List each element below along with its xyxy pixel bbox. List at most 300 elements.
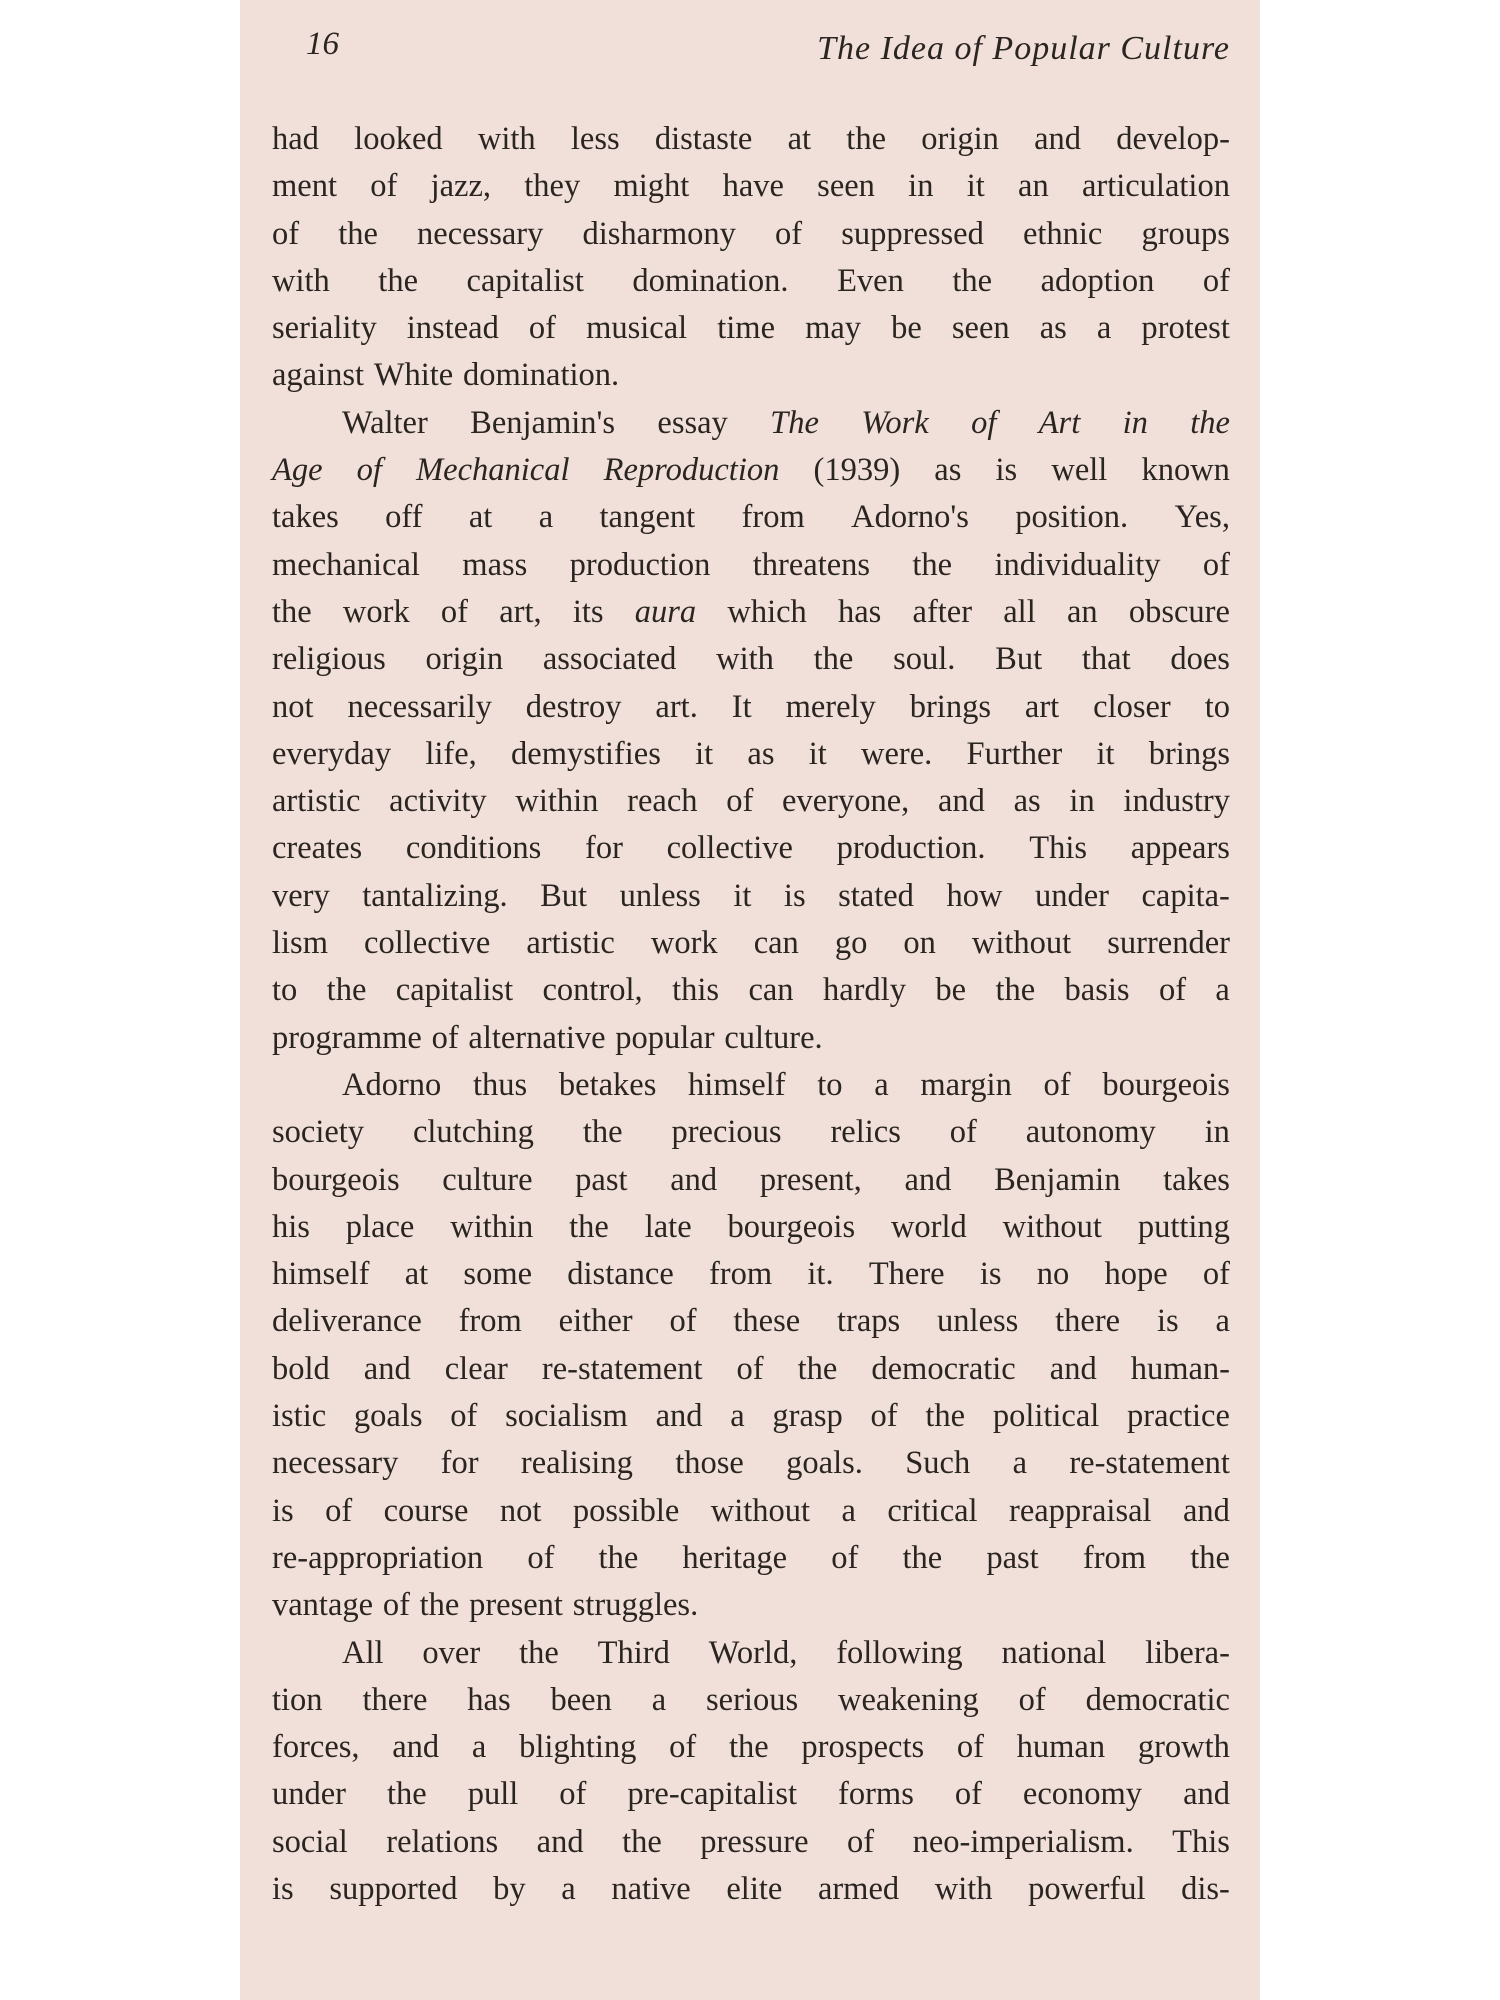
text-line <box>272 1440 1230 1487</box>
text-line <box>272 1251 1230 1298</box>
text-line <box>272 494 1230 541</box>
word: been <box>550 1681 612 1718</box>
word: this <box>672 972 720 1009</box>
word: Mechanical <box>416 452 570 489</box>
word: disharmony <box>582 215 736 252</box>
word: neo-imperialism. <box>912 1823 1134 1860</box>
word: surrender <box>1107 925 1230 962</box>
word: Work <box>861 404 929 441</box>
text-line <box>272 116 1230 163</box>
word: brings <box>909 688 991 725</box>
word: an <box>1018 168 1049 205</box>
word: reappraisal <box>1009 1492 1152 1529</box>
word: not <box>272 688 314 725</box>
word: groups <box>1141 215 1230 252</box>
text-line <box>272 1771 1230 1818</box>
word: soul. <box>893 641 956 678</box>
word: the <box>846 121 887 157</box>
word: traps <box>837 1303 901 1340</box>
word: how <box>946 877 1003 914</box>
word: under <box>272 1776 346 1813</box>
word: present, <box>759 1161 862 1198</box>
word: of <box>831 1539 859 1576</box>
word: relations <box>386 1823 499 1860</box>
text-line <box>272 1677 1230 1724</box>
word: had <box>272 121 319 157</box>
word: of <box>382 1587 410 1624</box>
word: ethnic <box>1022 215 1103 252</box>
word: Reproduction <box>603 452 780 489</box>
word: were. <box>861 735 933 772</box>
word: a <box>1215 972 1230 1009</box>
word: is <box>272 1870 294 1907</box>
text-line <box>272 1488 1230 1535</box>
word: autonomy <box>1025 1114 1156 1151</box>
word: everyday <box>272 735 392 772</box>
word: of <box>559 1776 587 1813</box>
word: with <box>716 641 774 678</box>
word: conditions <box>405 830 542 867</box>
word: unless <box>619 877 701 914</box>
word: not <box>499 1492 542 1529</box>
word: hardly <box>822 972 906 1009</box>
word: the <box>569 1208 609 1245</box>
word: powerful <box>1028 1870 1146 1907</box>
word: in <box>1122 404 1148 441</box>
word: the <box>1190 404 1230 441</box>
word: with <box>272 262 330 299</box>
word: capita- <box>1141 877 1230 914</box>
word: democratic <box>871 1350 1016 1387</box>
word: the <box>912 546 953 583</box>
word: Adorno <box>342 1066 442 1103</box>
word: merely <box>785 688 876 725</box>
word: betakes <box>558 1066 657 1103</box>
word: the <box>622 1823 662 1860</box>
word: of <box>272 215 300 252</box>
word: less <box>570 121 620 157</box>
text-line <box>272 400 1230 447</box>
word: the <box>1190 1539 1230 1576</box>
word: vantage <box>272 1587 374 1624</box>
word: White <box>373 357 454 394</box>
word: margin <box>920 1066 1012 1103</box>
word: as <box>1039 310 1067 347</box>
word: of <box>775 215 803 252</box>
word: off <box>385 499 423 536</box>
word: of <box>736 1350 764 1387</box>
text-line <box>272 211 1230 258</box>
word: seen <box>951 310 1010 347</box>
word: with <box>934 1870 993 1907</box>
word: from <box>741 499 805 536</box>
word: against <box>272 357 365 394</box>
word: the <box>598 1539 639 1576</box>
word: it <box>695 735 714 772</box>
text-line <box>272 1866 1230 1913</box>
word: it <box>733 877 752 914</box>
word: that <box>1081 641 1131 678</box>
body-text <box>272 116 1230 1913</box>
word: at <box>468 499 493 536</box>
word: and <box>1049 1350 1097 1387</box>
word: necessary <box>272 1445 399 1482</box>
word: the <box>387 1776 427 1813</box>
word: weakening <box>837 1681 979 1718</box>
word: re-statement <box>541 1350 703 1387</box>
word: the <box>419 1587 460 1624</box>
word: grasp <box>772 1398 843 1435</box>
word: armed <box>817 1870 900 1907</box>
word: necessarily <box>347 688 492 725</box>
word: pre-capitalist <box>627 1776 798 1813</box>
word: supported <box>329 1870 458 1907</box>
word: articulation <box>1081 168 1230 205</box>
text-line <box>272 447 1230 494</box>
word: clear <box>444 1350 508 1387</box>
word: from <box>1082 1539 1147 1576</box>
word: without <box>971 925 1072 962</box>
word: The <box>770 404 819 441</box>
text-line <box>272 684 1230 731</box>
word: everyone, <box>782 783 910 820</box>
word: is <box>783 877 806 914</box>
word: has <box>467 1681 511 1718</box>
word: pull <box>467 1776 519 1813</box>
word: social <box>272 1823 348 1860</box>
word: course <box>383 1492 469 1529</box>
page-number: 16 <box>306 26 339 62</box>
word: in <box>1069 783 1095 820</box>
word: of <box>1202 546 1230 583</box>
word: national <box>1001 1634 1107 1671</box>
word: ment <box>272 168 337 205</box>
word: under <box>1034 877 1109 914</box>
word: bourgeois <box>272 1161 400 1198</box>
word: heritage <box>682 1539 788 1576</box>
word: past <box>986 1539 1039 1576</box>
text-line <box>272 589 1230 636</box>
word: known <box>1141 452 1230 489</box>
word: democratic <box>1085 1681 1230 1718</box>
word: a <box>651 1681 667 1718</box>
word: within <box>515 783 599 820</box>
text-line <box>272 967 1230 1014</box>
word: culture. <box>724 1019 823 1056</box>
word: the <box>813 641 854 678</box>
word: of <box>971 404 997 441</box>
text-line <box>272 542 1230 589</box>
word: of <box>870 1398 898 1435</box>
text-line <box>272 825 1230 872</box>
word: a <box>1012 1445 1027 1482</box>
word: all <box>1003 593 1036 630</box>
word: of <box>325 1492 353 1529</box>
word: is <box>272 1492 294 1529</box>
word: may <box>805 310 862 347</box>
word: capitalist <box>395 972 514 1009</box>
word: be <box>935 972 967 1009</box>
word: no <box>1036 1256 1070 1293</box>
word: basis <box>1064 972 1130 1009</box>
text-line <box>272 778 1230 825</box>
text-line <box>272 920 1230 967</box>
word: Third <box>597 1634 670 1671</box>
word: practice <box>1127 1398 1230 1435</box>
text-line <box>272 1204 1230 1251</box>
word: takes <box>272 499 339 536</box>
word: musical <box>586 310 688 347</box>
word: precious <box>671 1114 782 1151</box>
text-line <box>272 1582 1230 1629</box>
text-line <box>272 1015 1230 1062</box>
word: work <box>342 593 410 630</box>
word: mass <box>462 546 528 583</box>
word: mechanical <box>272 546 420 583</box>
word: and <box>655 1398 703 1435</box>
word: of <box>669 1729 697 1766</box>
word: production <box>569 546 711 583</box>
word: elite <box>726 1870 783 1907</box>
word: takes <box>1163 1161 1230 1198</box>
word: does <box>1170 641 1230 678</box>
text-line <box>272 1724 1230 1771</box>
word: human- <box>1130 1350 1230 1387</box>
word: of <box>431 1019 459 1056</box>
word: the <box>797 1350 838 1387</box>
word: istic <box>272 1398 327 1435</box>
word: the <box>378 262 419 299</box>
word: critical <box>887 1492 978 1529</box>
word: bourgeois <box>1102 1066 1230 1103</box>
word: a <box>538 499 554 536</box>
word: Even <box>837 262 904 299</box>
word: struggles. <box>572 1587 699 1624</box>
word: time <box>717 310 776 347</box>
word: over <box>422 1634 481 1671</box>
word: there <box>1055 1303 1121 1340</box>
word: the <box>582 1114 623 1151</box>
word: with <box>477 121 536 157</box>
word: libera- <box>1145 1634 1230 1671</box>
word: destroy <box>525 688 622 725</box>
word: artistic <box>526 925 615 962</box>
word: a <box>1096 310 1112 347</box>
word: essay <box>657 404 728 441</box>
word: the <box>952 262 993 299</box>
word: art <box>1024 688 1060 725</box>
word: necessary <box>417 215 544 252</box>
word: of <box>356 452 382 489</box>
word: creates <box>272 830 363 867</box>
word: This <box>1029 830 1088 867</box>
word: of <box>726 783 754 820</box>
word: as <box>934 452 962 489</box>
word: All <box>342 1634 384 1671</box>
word: its <box>572 593 604 630</box>
text-line <box>272 1109 1230 1156</box>
word: closer <box>1093 688 1171 725</box>
word: industry <box>1123 783 1230 820</box>
word: activity <box>389 783 487 820</box>
word: art, <box>499 593 542 630</box>
word: and <box>1183 1776 1230 1813</box>
text-line <box>272 731 1230 778</box>
text-line <box>272 636 1230 683</box>
word: the <box>728 1729 769 1766</box>
running-title: The Idea of Popular Culture <box>817 30 1230 67</box>
word: either <box>558 1303 633 1340</box>
word: and <box>1182 1492 1230 1529</box>
word: from <box>458 1303 522 1340</box>
word: distaste <box>654 121 753 157</box>
word: of <box>450 1398 478 1435</box>
word: of <box>956 1729 984 1766</box>
word: as <box>747 735 775 772</box>
word: without <box>1002 1208 1102 1245</box>
word: domination. <box>632 262 789 299</box>
word: to <box>1204 688 1230 725</box>
text-line <box>272 873 1230 920</box>
word: distance <box>567 1256 674 1293</box>
word: religious <box>272 641 386 678</box>
word: lism <box>272 925 328 962</box>
word: control, <box>542 972 643 1009</box>
word: Further <box>966 735 1063 772</box>
word: of <box>1043 1066 1071 1103</box>
word: of <box>954 1776 982 1813</box>
word: bold <box>272 1350 330 1387</box>
word: his <box>272 1208 310 1245</box>
word: adoption <box>1040 262 1155 299</box>
text-line <box>272 163 1230 210</box>
word: of <box>1018 1681 1046 1718</box>
word: of <box>669 1303 697 1340</box>
word: the <box>995 972 1036 1009</box>
word: culture <box>442 1161 533 1198</box>
word: (1939) <box>813 452 901 489</box>
word: realising <box>520 1445 633 1482</box>
word: prospects <box>801 1729 925 1766</box>
word: World, <box>708 1634 798 1671</box>
word: those <box>675 1445 744 1482</box>
word: there <box>362 1681 428 1718</box>
word: past <box>575 1161 628 1198</box>
word: alternative <box>468 1019 606 1056</box>
word: Benjamin <box>994 1161 1121 1198</box>
word: of <box>527 1539 555 1576</box>
word: economy <box>1022 1776 1143 1813</box>
word: at <box>787 121 812 157</box>
word: a <box>1215 1303 1230 1340</box>
word: seriality <box>272 310 377 347</box>
word: within <box>450 1208 534 1245</box>
word: goals. <box>786 1445 863 1482</box>
word: it <box>966 168 985 205</box>
word: the <box>326 972 367 1009</box>
word: human <box>1016 1729 1106 1766</box>
word: in <box>1204 1114 1230 1151</box>
text-line <box>272 1298 1230 1345</box>
word: it <box>1096 735 1115 772</box>
text-line <box>272 1157 1230 1204</box>
word: to <box>817 1066 843 1103</box>
word: late <box>644 1208 692 1245</box>
word: it <box>808 735 827 772</box>
word: political <box>992 1398 1100 1435</box>
word: of <box>370 168 398 205</box>
word: of <box>949 1114 977 1151</box>
word: of <box>1202 262 1230 299</box>
word: forms <box>838 1776 914 1813</box>
text-line <box>272 305 1230 352</box>
text-line <box>272 258 1230 305</box>
word: thus <box>473 1066 528 1103</box>
word: There <box>868 1256 945 1293</box>
word: the <box>519 1634 559 1671</box>
word: blighting <box>519 1729 637 1766</box>
word: Benjamin's <box>470 404 616 441</box>
text-line <box>272 1535 1230 1582</box>
word: instead <box>406 310 499 347</box>
word: suppressed <box>841 215 984 252</box>
word: life, <box>425 735 477 772</box>
word: a <box>471 1729 487 1766</box>
word: which <box>727 593 807 630</box>
word: of <box>1202 1256 1230 1293</box>
word: bourgeois <box>727 1208 856 1245</box>
word: re-statement <box>1069 1445 1230 1482</box>
page-header <box>274 0 1230 100</box>
word: Adorno's <box>851 499 969 536</box>
word: Art <box>1038 404 1081 441</box>
word: domination. <box>462 357 620 394</box>
word: of <box>847 1823 875 1860</box>
word: well <box>1051 452 1108 489</box>
text-line <box>272 1062 1230 1109</box>
word: collective <box>364 925 491 962</box>
word: It <box>731 688 752 725</box>
word: collective <box>666 830 793 867</box>
word: the <box>902 1539 943 1576</box>
word: unless <box>937 1303 1019 1340</box>
word: to <box>272 972 298 1009</box>
word: a <box>874 1066 889 1103</box>
word: seen <box>817 168 875 205</box>
word: jazz, <box>430 168 491 205</box>
word: of <box>440 593 468 630</box>
word: artistic <box>272 783 361 820</box>
text-line <box>272 352 1230 399</box>
word: might <box>613 168 690 205</box>
word: work <box>650 925 718 962</box>
word: associated <box>542 641 677 678</box>
word: after <box>912 593 973 630</box>
word: without <box>710 1492 811 1529</box>
word: brings <box>1148 735 1230 772</box>
word: popular <box>615 1019 715 1056</box>
word: very <box>272 877 330 914</box>
word: Yes, <box>1174 499 1230 536</box>
word: in <box>908 168 934 205</box>
word: be <box>891 310 922 347</box>
word: on <box>903 925 936 962</box>
word: the <box>272 593 312 630</box>
text-line <box>272 1346 1230 1393</box>
word: demystifies <box>511 735 661 772</box>
word: and <box>937 783 985 820</box>
word: aura <box>634 593 697 630</box>
